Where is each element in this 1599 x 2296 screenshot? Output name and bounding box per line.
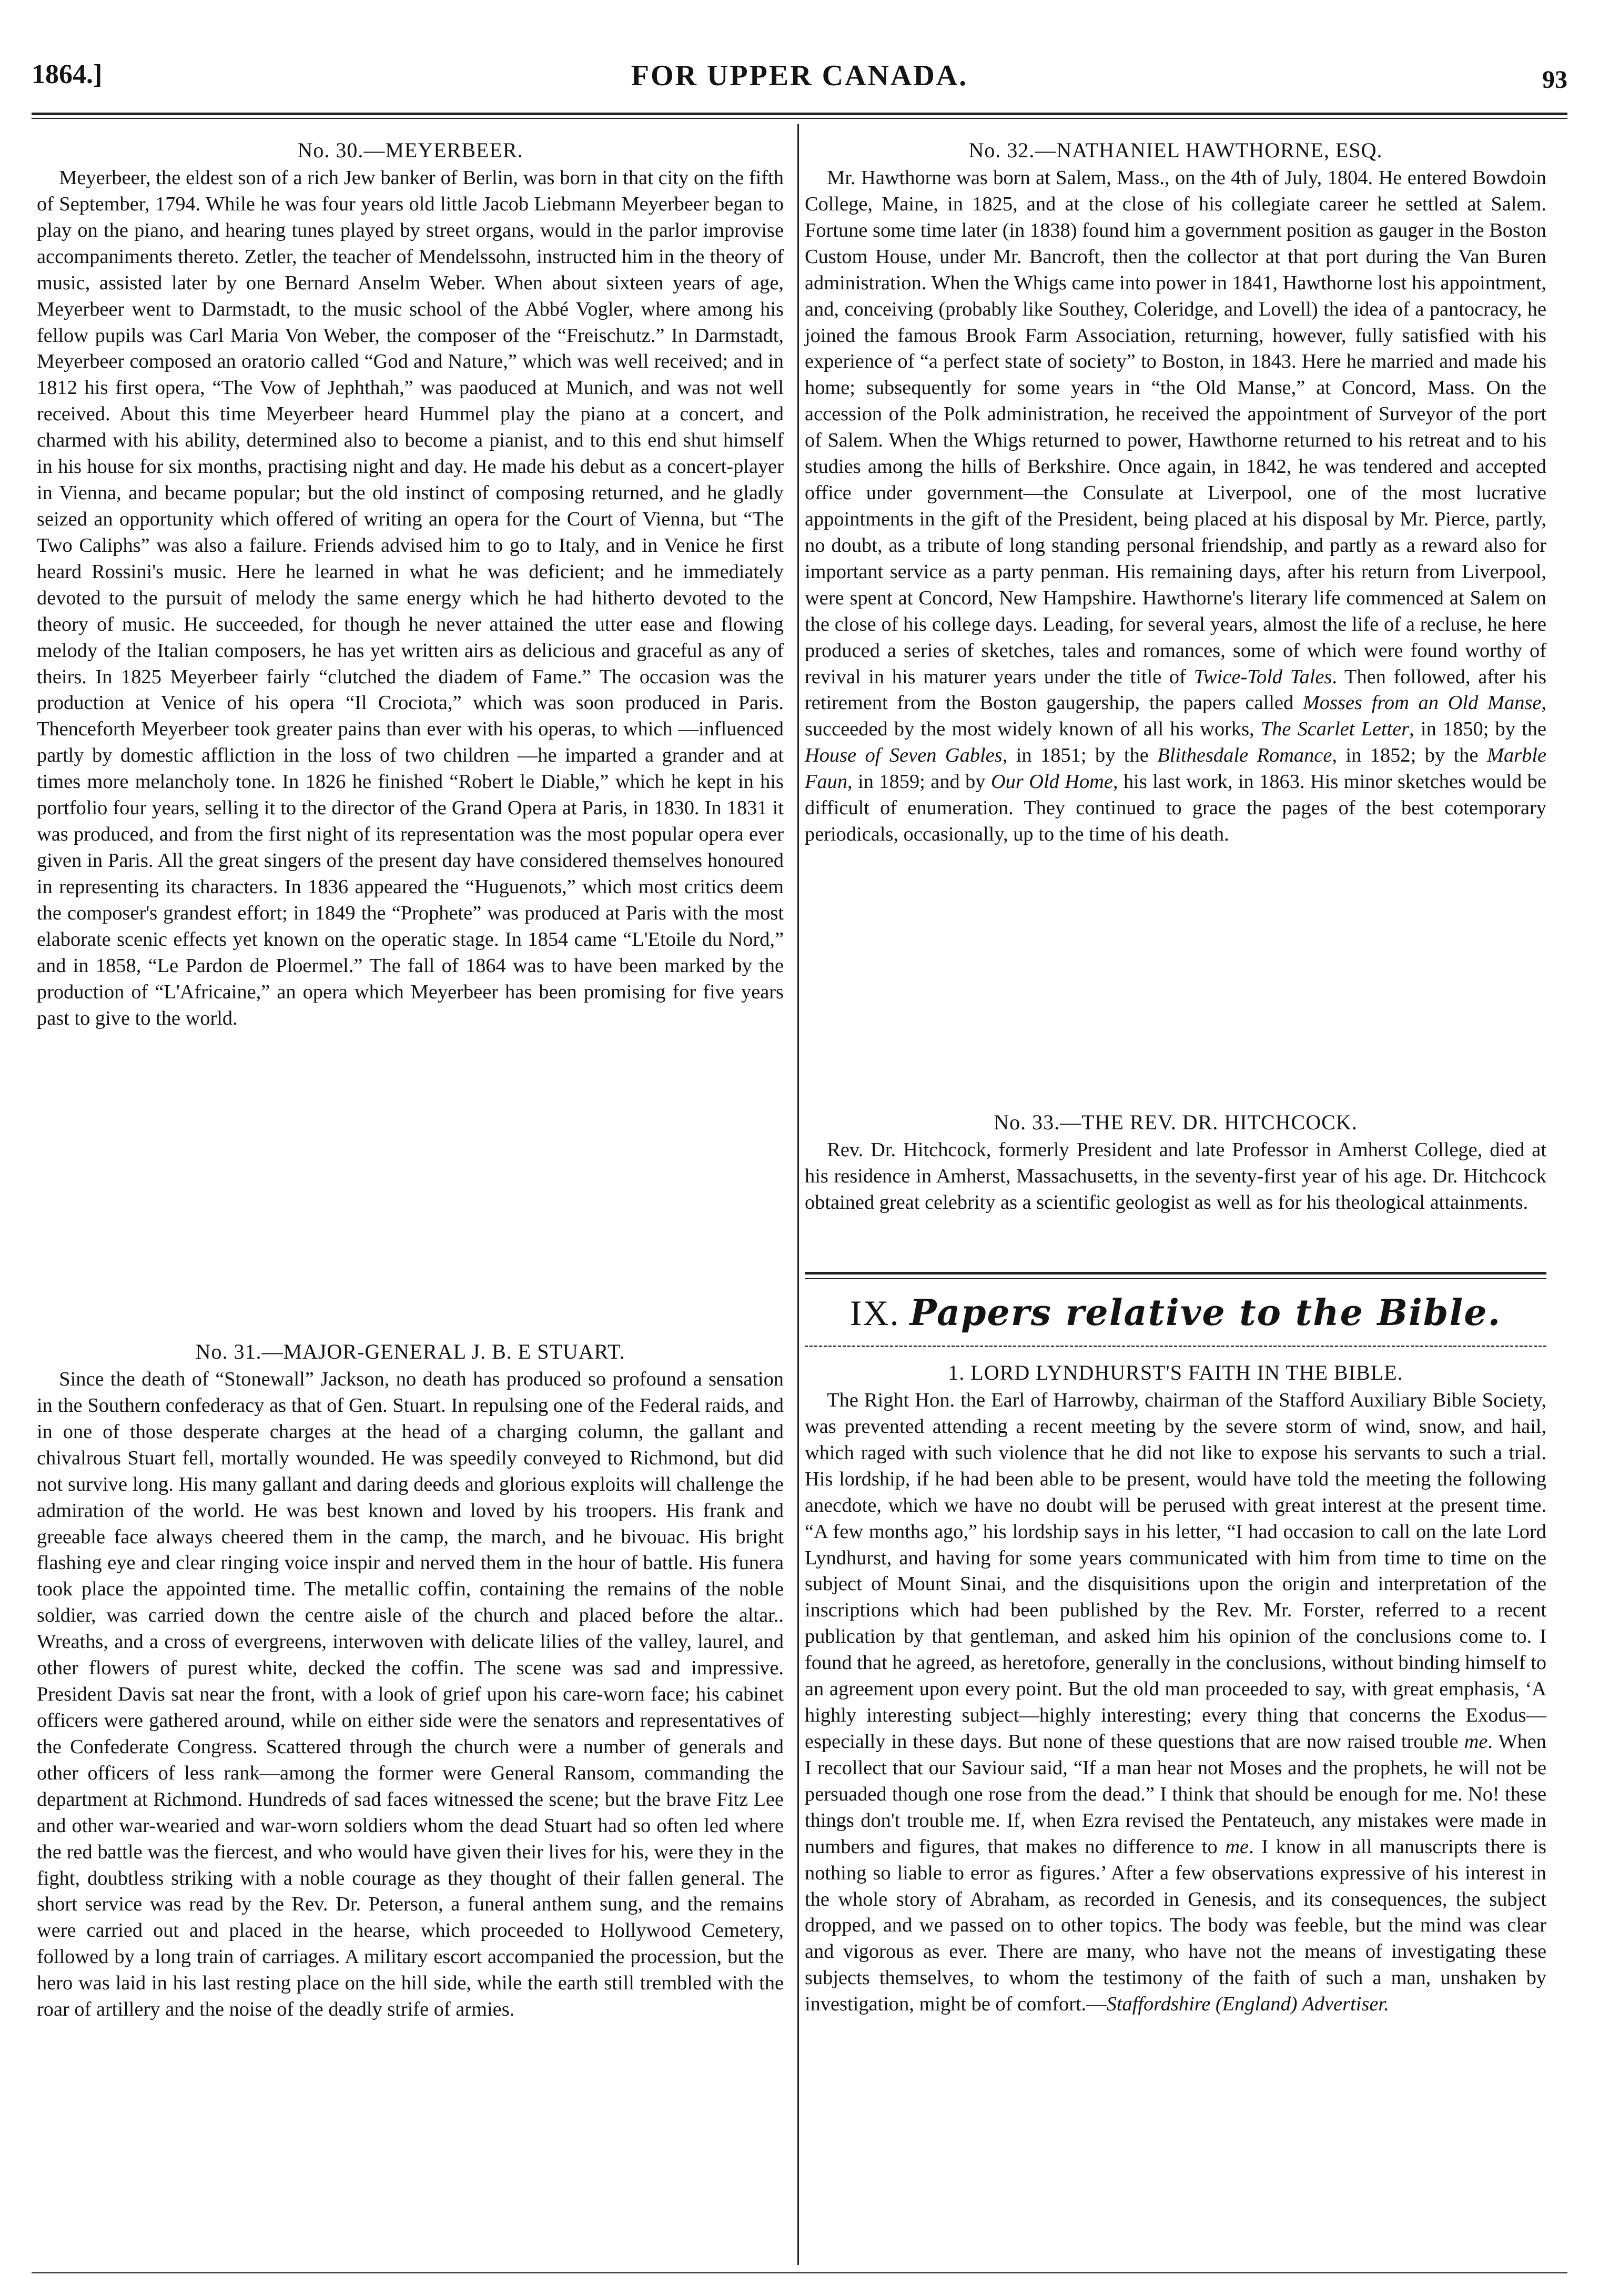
section-ix-heading [805, 1292, 1546, 1335]
column-divider [797, 124, 799, 2265]
work-title: Mosses from an Old Manse [1302, 692, 1542, 714]
work-title: The Scarlet Letter [1260, 718, 1410, 741]
article-body: Since the death of “Stonewall” Jackson, no death has produced so profound a sensation in the Southern confederacy as that of Gen. Stuart. In repulsing one of the Federal raids, and in one of those desperate charges at the head of a charging column, the gallant and chivalrous Stuart fell, mortally wounded. He was speedily conveyed to Richmond, but did not survive long. His many gallant and daring deeds and glorious exploits will challenge the admiration of the world. He was best known and loved by his troopers. His frank and greeable face always cheered them in the camp, the march, and he bivouac. His bright flashing eye and clear ringing voice inspir and nerved them in the hour of battle. His funera took place the appointed time. The metallic coffin, containing the remains of the noble soldier, was carried down the centre aisle of the church and placed before the altar.. Wreaths, and a cross of evergreens, interwoven with delicate lilies of the valley, laurel, and other flowers of purest white, decked the coffin. The scene was sad and impressive. President Davis sat near the front, with a look of grief upon his care-worn face; his cabinet officers were gathered around, while on either side were the senators and representatives of the Confederate Congress. Scattered through the church were a number of generals and other officers of less rank—among the former were General Ransom, commanding the department at Richmond. Hundreds of sad faces witnessed the scene; but the brave Fitz Lee and other war-wearied and war-worn soldiers whom the dead Stuart had so often led where the red battle was the fiercest, and who would have given their lives for his, were they in the fight, doubtless striking with a noble courage as they thought of their fallen general. The short service was read by the Rev. Dr. Peterson, a funeral anthem sung, and the remains were carried out and placed in the hearse, which proceeded to Hollywood Cemetery, followed by a long train of carriages. A military escort accompanied the procession, but the hero was laid in his last resting place on the hill side, while the earth still trembled with the roar of artillery and the noise of the deadly strife of armies. [37, 1368, 784, 2021]
work-title: Marble Faun [805, 744, 1547, 793]
section-rule [805, 1272, 1546, 1275]
footer-rule [32, 2272, 1567, 2273]
section-number: IX. [849, 1293, 900, 1333]
source-citation: Staffordshire (England) Advertiser. [1106, 1993, 1389, 2016]
article-hitchcock [805, 1110, 1546, 1216]
article-body [805, 1388, 1546, 2018]
body-segment: , in 1851; by the [1002, 744, 1158, 767]
body-segment: , in 1859; and by [847, 771, 991, 793]
header-rule-thin [32, 118, 1567, 119]
article-heading: No. 31.—MAJOR-GENERAL J. B. E STUART. [195, 1340, 625, 1363]
body-segment: . Then followed, after his retirement from the Boston gaugership, the papers called [805, 665, 1547, 714]
article-heading: No. 30.—MEYERBEER. [297, 138, 523, 162]
emphasis: me [1464, 1730, 1488, 1753]
header-rule [32, 113, 1567, 115]
body-segment: The Right Hon. the Earl of Harrowby, chairman of the Stafford Auxiliary Bible Society, was prevented attending a recent meeting by the severe storm of wind, snow, and hail, which raged with such violence that he did not like to expose his servants to such a trial. His lordship, if he had been able to be present, would have told the meeting the following anecdote, which we have no doubt will be perused with great interest at the present time. “A few months ago,” his lordship says in his letter, “I had occasion to call on the late Lord Lyndhurst, and having for some years communicated with him from time to time on the subject of Mount Sinai, and the disquisitions upon the origin and interpretation of the inscriptions which had been published by the Rev. Mr. Forster, referred to a recent publication by that gentleman, and asked him his opinion of the conclusions come to. I found that he agreed, as heretofore, generally in the conclusions, without binding himself to an agreement upon every point. But the old man proceeded to say, with great emphasis, ‘A highly interesting subject—highly interesting; every thing that concerns the Exodus—especially in these days. But none of these questions that are now raised trouble [805, 1389, 1546, 1753]
section-rule-thin [805, 1278, 1546, 1279]
work-title: Twice-Told Tales [1193, 665, 1332, 688]
article-stuart [37, 1339, 784, 2023]
article-body [805, 165, 1546, 848]
article-body: Rev. Dr. Hitchcock, formerly President and late Professor in Amherst College, died at his residence in Amherst, Massachusetts, in the seventy-first year of his age. Dr. Hitchcock obtained great celebrity as a scientific geologist as well as for his theological attainments. [805, 1139, 1546, 1213]
body-segment: , in 1850; by the [1409, 718, 1546, 741]
article-heading: No. 33.—THE REV. DR. HITCHCOCK. [994, 1110, 1358, 1134]
section-title: Papers relative to the Bible. [909, 1292, 1502, 1334]
body-segment: . I know in all manuscripts there is nothing so liable to error as figures.’ After a few observations expressive of his interest in the whole story of Abraham, as recorded in Genesis, and its consequences, the subject dropped, and we passed on to other topics. The body was feeble, but the mind was clear and vigorous as ever. There are many, who have not the means of investigating these subjects themselves, to whom the testimony of the faith of such a man, unshaken by investigation, might be of comfort.— [805, 1835, 1546, 2016]
article-body: Meyerbeer, the eldest son of a rich Jew banker of Berlin, was born in that city on the fifth of September, 1794. While he was four years old little Jacob Liebmann Meyerbeer began to play on the piano, and hearing tunes played by street organs, would in the parlor improvise accompaniments thereto. Zetler, the teacher of Mendelssohn, instructed him in the theory of music, assisted later by one Bernard Anselm Weber. When about sixteen years of age, Meyerbeer went to Darmstadt, to the music school of the Abbé Vogler, where among his fellow pupils was Carl Maria Von Weber, the composer of the “Freischutz.” In Darmstadt, Meyerbeer composed an oratorio called “God and Nature,” which was well received; and in 1812 his first opera, “The Vow of Jephthah,” was paoduced at Munich, and was not well received. About this time Meyerbeer heard Hummel play the piano at a concert, and charmed with his ability, determined also to become a pianist, and to this end shut himself in his house for six months, practising night and day. He made his debut as a concert-player in Vienna, and became popular; but the old instinct of composing returned, and he gladly seized an opportunity which offered of writing an opera for the Court of Vienna, but “The Two Caliphs” was also a failure. Friends advised him to go to Italy, and in Venice he first heard Rossini's music. Here he learned in what he was deficient; and he immediately devoted to the pursuit of melody the same energy which he had hitherto devoted to the theory of music. He succeeded, for though he never attained the utter ease and flowing melody of the Italian composers, he has yet written airs as delicious and graceful as any of theirs. In 1825 Meyerbeer fairly “clutched the diadem of Fame.” The occasion was the production at Venice of his opera “Il Crociota,” which was soon produced in Paris. Thenceforth Meyerbeer took greater pains than ever with his operas, to which —influenced partly by domestic affliction in the loss of two children —he imparted a grander and at times more melancholy tone. In 1826 he finished “Robert le Diable,” which he kept in his portfolio four years, selling it to the director of the Grand Opera at Paris, in 1830. In 1831 it was produced, and from the first night of its representation was the most popular opera ever given in Paris. All the great singers of the present day have considered themselves honoured in representing its characters. In 1836 appeared the “Huguenots,” which most critics deem the composer's grandest effort; in 1849 the “Prophete” was produced at Paris with the most elaborate scenic effects yet known on the operatic stage. In 1854 came “L'Etoile du Nord,” and in 1858, “Le Pardon de Ploermel.” The fall of 1864 was to have been marked by the production of “L'Africaine,” an opera which Meyerbeer has been promising for five years past to give to the world. [37, 167, 784, 1029]
body-segment: . When I recollect that our Saviour said, “If a man hear not Moses and the prophets, he will not be persuaded though one rose from the dead.” I think that should be enough for me. No! these things don't trouble me. If, when Ezra revised the Pentateuch, any mistakes were made in numbers and figures, that makes no difference to [805, 1730, 1546, 1858]
article-heading: 1. LORD LYNDHURST'S FAITH IN THE BIBLE. [948, 1361, 1403, 1384]
body-segment: Mr. Hawthorne was born at Salem, Mass., on the 4th of July, 1804. He entered Bowdoin College, Maine, in 1825, and at the close of his collegiate career he settled at Salem. Fortune some time later (in 1838) found him a government position as gauger in the Boston Custom House, under Mr. Bancroft, then the collector at that port during the Van Buren administration. When the Whigs came into power in 1841, Hawthorne lost his appointment, and, conceiving (probably like Southey, Coleridge, and Lovell) the idea of a pantocracy, he joined the famous Brook Farm Association, returning, however, fully satisfied with his experience of “a perfect state of society” to Boston, in 1843. Here he married and made his home; subsequently for some years in “the Old Manse,” at Concord, Mass. On the accession of the Polk administration, he received the appointment of Surveyor of the port of Salem. When the Whigs returned to power, Hawthorne returned to his retreat and to his studies among the hills of Berkshire. Once again, in 1842, he was tendered and accepted office under government—the Consulate at Liverpool, one of the most lucrative appointments in the gift of the President, being placed at his disposal by Mr. Pierce, partly, no doubt, as a tribute of long standing personal friendship, and partly as a reward also for important service as a party penman. His remaining days, after his return from Liverpool, were spent at Concord, New Hampshire. Hawthorne's literary life commenced at Salem on the close of his college days. Leading, for several years, almost the life of a recluse, he here produced a series of sketches, tales and romances, some of which were found worthy of revival in his maturer years under the title of [805, 167, 1546, 688]
page-number: 93 [1542, 66, 1567, 94]
body-segment: , in 1852; by the [1332, 744, 1487, 767]
section-ornament-rule [805, 1346, 1546, 1347]
work-title: House of Seven Gables [805, 744, 1003, 767]
header-year: 1864.] [32, 59, 103, 89]
article-heading: No. 32.—NATHANIEL HAWTHORNE, ESQ. [968, 138, 1383, 162]
article-hawthorne [805, 138, 1546, 848]
body-segment: , succeeded by the most widely known of all his works, [805, 692, 1546, 741]
work-title: Our Old Home [990, 771, 1113, 793]
body-segment: , his last work, in 1863. His minor sketches would be difficult of enumeration. They continued to grace the pages of the best cotemporary periodicals, occasionally, up to the time of his death. [805, 771, 1546, 846]
work-title: Blithesdale Romance [1157, 744, 1332, 767]
running-head [32, 59, 1567, 106]
header-title: FOR UPPER CANADA. [631, 59, 968, 92]
emphasis: me [1225, 1835, 1249, 1858]
article-meyerbeer [37, 138, 784, 1031]
article-lyndhurst [805, 1360, 1546, 2018]
